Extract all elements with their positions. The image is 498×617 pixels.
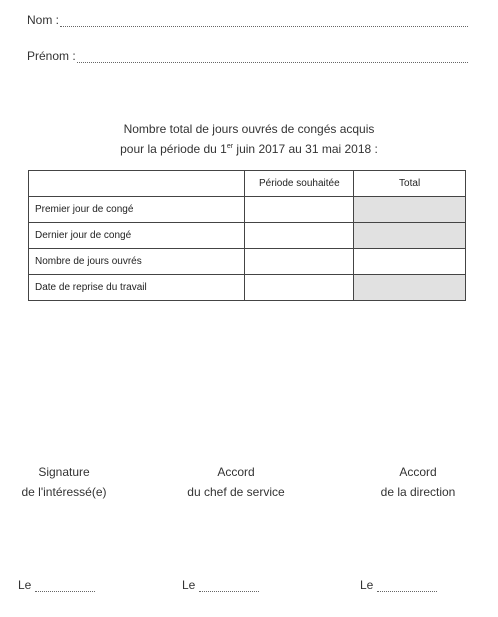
date-input-line[interactable]: [377, 582, 437, 592]
row-label: Premier jour de congé: [29, 197, 245, 223]
periode-cell[interactable]: [245, 275, 354, 301]
table-header-row: [29, 171, 466, 197]
table-row: [29, 249, 466, 275]
intro-text: [0, 120, 498, 158]
periode-cell[interactable]: [245, 197, 354, 223]
header-periode: Période souhaitée: [245, 171, 354, 197]
intro-line-2-sup: er: [226, 143, 234, 150]
date-field-interesse[interactable]: [18, 578, 95, 592]
prenom-input-line[interactable]: [77, 53, 468, 63]
accord-chef-de-service: [176, 462, 296, 502]
prenom-label: Prénom :: [27, 49, 76, 63]
header-empty: [29, 171, 245, 197]
signature-line-1: Accord: [217, 465, 255, 479]
conges-table: [28, 170, 466, 301]
nom-input-line[interactable]: [60, 17, 468, 27]
periode-cell[interactable]: [245, 249, 354, 275]
date-label: Le: [18, 578, 32, 592]
accord-direction: [358, 462, 478, 502]
prenom-field[interactable]: [27, 49, 468, 63]
total-cell: [354, 275, 466, 301]
intro-line-2-pre: pour la période du 1: [120, 142, 227, 156]
date-label: Le: [360, 578, 374, 592]
row-label: Date de reprise du travail: [29, 275, 245, 301]
intro-line-1: Nombre total de jours ouvrés de congés acquis: [123, 122, 375, 136]
date-label: Le: [182, 578, 196, 592]
header-total: Total: [354, 171, 466, 197]
date-field-chef[interactable]: [182, 578, 259, 592]
row-label: Dernier jour de congé: [29, 223, 245, 249]
table-row: [29, 223, 466, 249]
intro-line-2: [0, 138, 498, 158]
intro-line-2-post: juin 2017 au 31 mai 2018 :: [233, 142, 378, 156]
row-label: Nombre de jours ouvrés: [29, 249, 245, 275]
date-input-line[interactable]: [199, 582, 259, 592]
table-row: [29, 197, 466, 223]
table-row: [29, 275, 466, 301]
signature-line-1: Accord: [399, 465, 437, 479]
date-field-direction[interactable]: [360, 578, 437, 592]
total-cell[interactable]: [354, 249, 466, 275]
periode-cell[interactable]: [245, 223, 354, 249]
nom-field[interactable]: [27, 13, 468, 27]
signature-line-1: Signature: [38, 465, 90, 479]
total-cell: [354, 223, 466, 249]
total-cell: [354, 197, 466, 223]
signature-line-2: du chef de service: [187, 485, 285, 499]
nom-label: Nom :: [27, 13, 60, 27]
signature-interesse: [4, 462, 124, 502]
date-input-line[interactable]: [35, 582, 95, 592]
signature-line-2: de l'intéressé(e): [21, 485, 107, 499]
signature-line-2: de la direction: [380, 485, 456, 499]
